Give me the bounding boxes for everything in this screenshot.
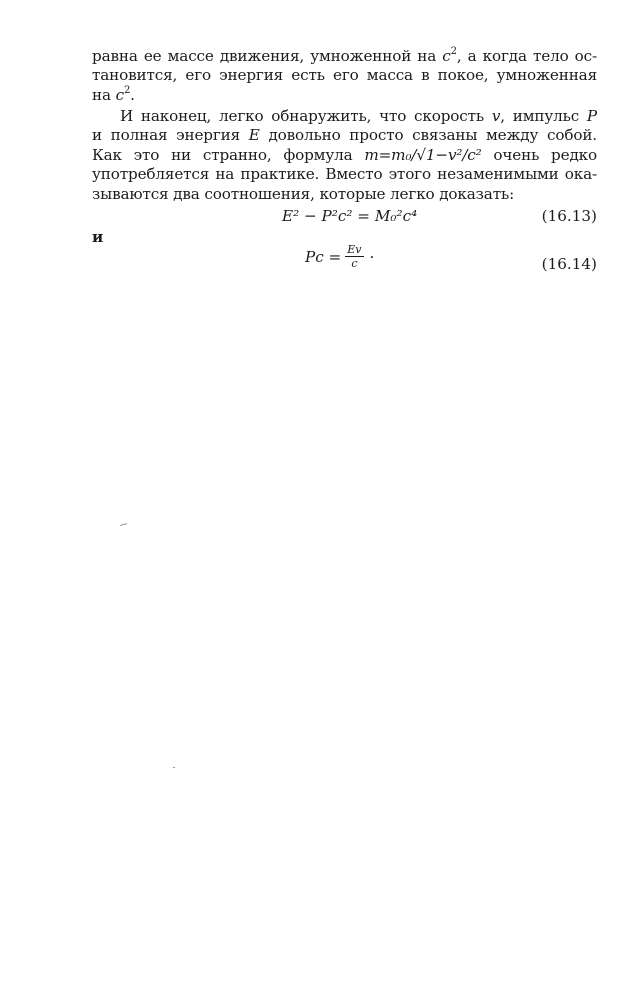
fraction bbox=[345, 244, 363, 270]
text-line: на $c^2$. bbox=[92, 84, 135, 104]
fraction-denominator: c bbox=[351, 257, 358, 270]
scan-speck bbox=[173, 767, 175, 768]
equation-number: (16.14) bbox=[541, 255, 597, 273]
equation-energy-momentum bbox=[282, 206, 417, 226]
equation-lhs: Pc = bbox=[305, 248, 342, 266]
text-line: употребляется на практике. Вместо этого незаменимыми ока- bbox=[92, 165, 597, 184]
fraction-numerator: Ev bbox=[347, 243, 362, 256]
conjunction-word: и bbox=[92, 228, 104, 246]
text-line: И наконец, легко обнаружить, что скорость v, импульс P bbox=[120, 107, 597, 125]
paragraph-continuation bbox=[92, 47, 597, 105]
text-line: и полная энергия E довольно просто связаны между собой. bbox=[92, 126, 597, 145]
text-line: зываются два соотношения, которые легко доказать: bbox=[92, 184, 515, 203]
equation-momentum-energy bbox=[305, 244, 374, 270]
inline-formula: m=m₀/√1−v²/c² bbox=[364, 145, 482, 164]
paragraph-main bbox=[92, 107, 597, 204]
text-line: равна ее массе движения, умноженной на $c^2$, а когда тело ос- bbox=[92, 45, 597, 65]
text-line: Как это ни странно, формула m=m₀/√1−v²/c² очень редко bbox=[92, 145, 597, 164]
equation-body: E² − P²c² = M₀²c⁴ bbox=[282, 207, 418, 225]
text-line: тановится, его энергия есть его масса в покое, умноженная bbox=[92, 66, 597, 85]
equation-tail: · bbox=[369, 248, 375, 266]
scan-speck bbox=[120, 523, 127, 526]
equation-number: (16.13) bbox=[541, 207, 597, 225]
